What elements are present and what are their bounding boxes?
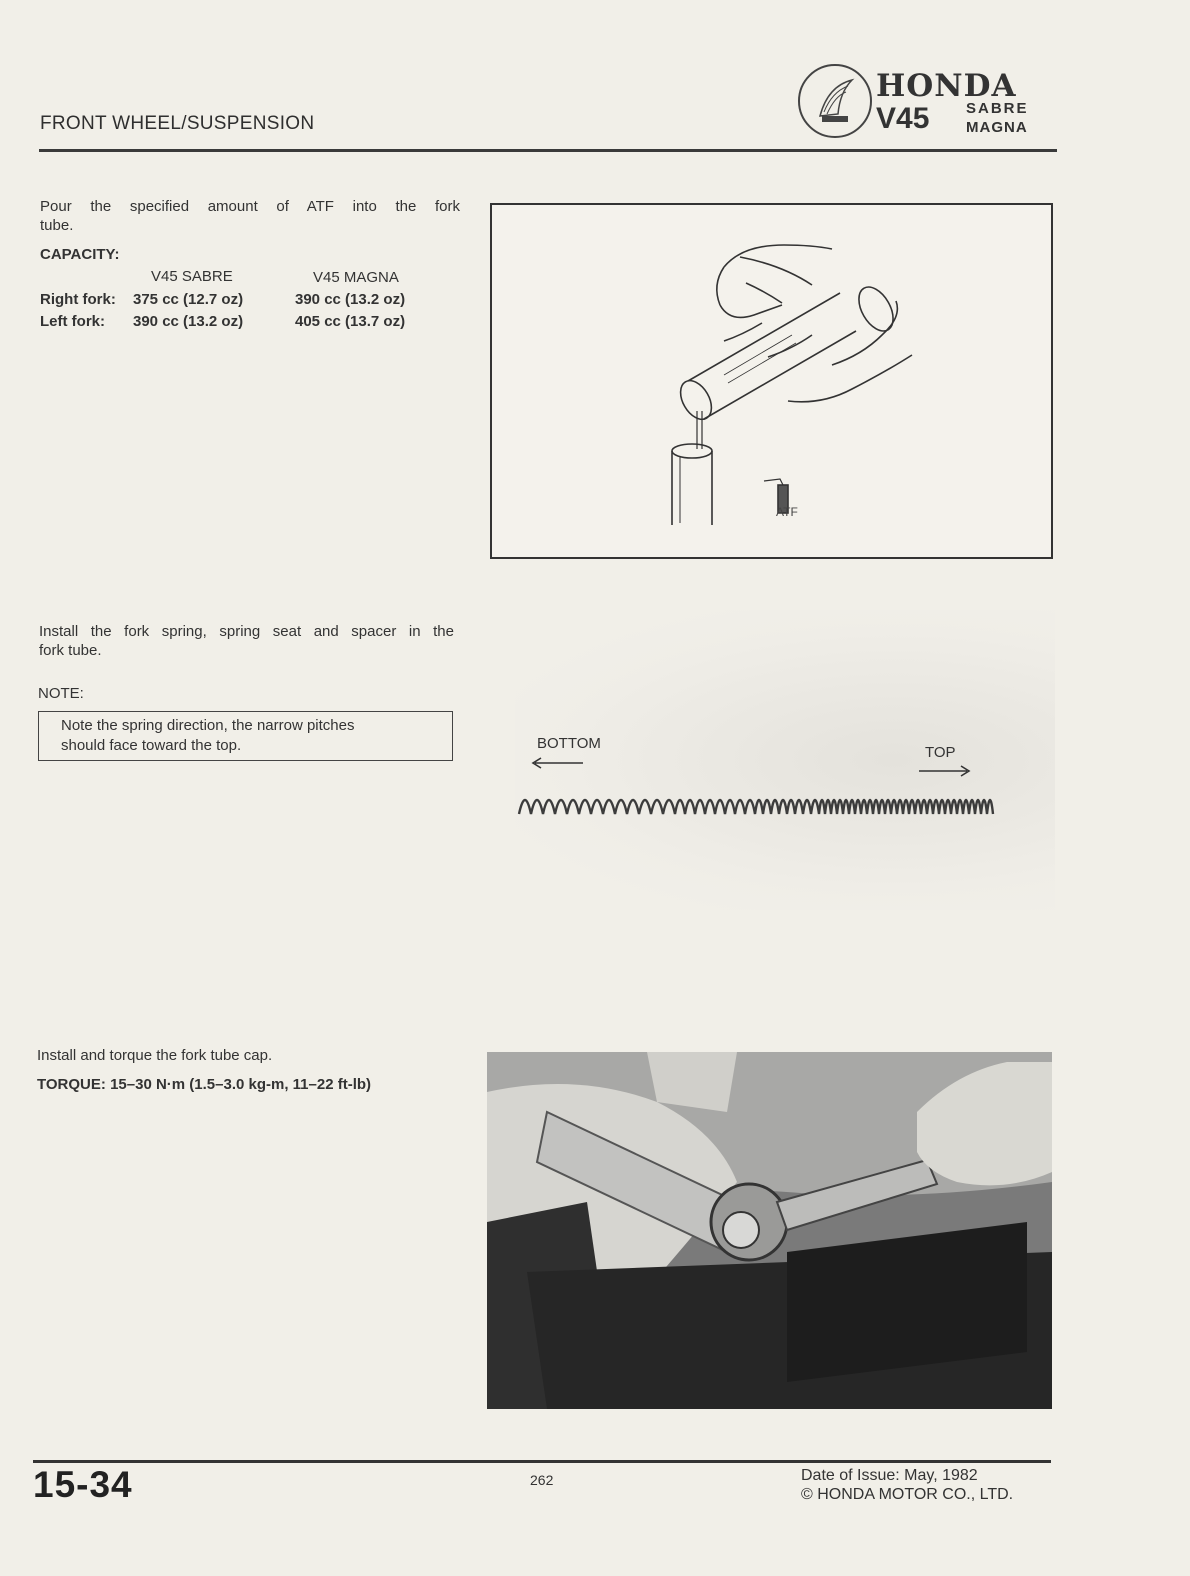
- step2-instruction: [39, 622, 454, 660]
- spring-bottom-label: BOTTOM: [537, 735, 601, 752]
- note-line1: Note the spring direction, the narrow pitches: [61, 717, 355, 734]
- step2-line1: Install the fork spring, spring seat and spacer in the: [39, 623, 454, 640]
- note-label: NOTE:: [38, 685, 84, 702]
- capacity-row-left-label: Left fork:: [40, 313, 105, 330]
- torque-value: 15–30 N·m (1.5–3.0 kg-m, 11–22 ft-lb): [110, 1076, 372, 1093]
- capacity-row-right-magna: 390 cc (13.2 oz): [295, 291, 406, 308]
- honda-wing-logo-icon: [798, 64, 872, 138]
- page-number: 15-34: [33, 1464, 133, 1505]
- brand-name: HONDA: [876, 68, 1017, 104]
- brand-model: V45: [876, 102, 930, 135]
- footer-rule: [33, 1460, 1051, 1463]
- capacity-col-magna: V45 MAGNA: [313, 269, 399, 286]
- arrow-left-icon: [529, 756, 585, 770]
- spring-top-label: TOP: [925, 744, 956, 761]
- torque-label: TORQUE:: [37, 1076, 106, 1093]
- capacity-label: CAPACITY:: [40, 246, 120, 263]
- capacity-row-right-sabre: 375 cc (12.7 oz): [133, 291, 244, 308]
- capacity-col-sabre: V45 SABRE: [151, 268, 233, 285]
- issue-date: Date of Issue: May, 1982: [801, 1467, 978, 1484]
- issue-info: [801, 1466, 1013, 1504]
- step1-line1: Pour the specified amount of ATF into the fork: [40, 198, 460, 215]
- copyright: © HONDA MOTOR CO., LTD.: [801, 1486, 1014, 1503]
- fork-spring-illustration: [515, 780, 1000, 824]
- capacity-row-left-sabre: 390 cc (13.2 oz): [133, 313, 244, 330]
- arrow-right-icon: [917, 764, 973, 778]
- atf-pouring-figure: [490, 203, 1053, 559]
- atf-label: ATF: [776, 505, 798, 519]
- header-rule: [39, 149, 1057, 152]
- capacity-row-left-magna: 405 cc (13.7 oz): [295, 313, 406, 330]
- note-box: [38, 711, 453, 761]
- step1-instruction: [40, 197, 460, 235]
- torque-wrench-photo: [487, 1052, 1052, 1409]
- step1-line2: tube.: [40, 217, 74, 234]
- brand-variant-sabre: SABRE: [966, 100, 1029, 117]
- step3-instruction: Install and torque the fork tube cap.: [37, 1047, 273, 1064]
- brand-variant-magna: MAGNA: [966, 119, 1028, 136]
- step2-line2: fork tube.: [39, 642, 102, 659]
- torque-spec: [37, 1075, 371, 1094]
- note-line2: should face toward the top.: [61, 737, 242, 754]
- capacity-row-right-label: Right fork:: [40, 291, 116, 308]
- spring-photo: [515, 610, 1055, 910]
- wrench-on-fork-cap-image: [487, 1052, 1052, 1409]
- hand-pouring-illustration: [492, 205, 1051, 557]
- section-title: FRONT WHEEL/SUSPENSION: [40, 113, 315, 134]
- print-page-number: 262: [530, 1472, 554, 1488]
